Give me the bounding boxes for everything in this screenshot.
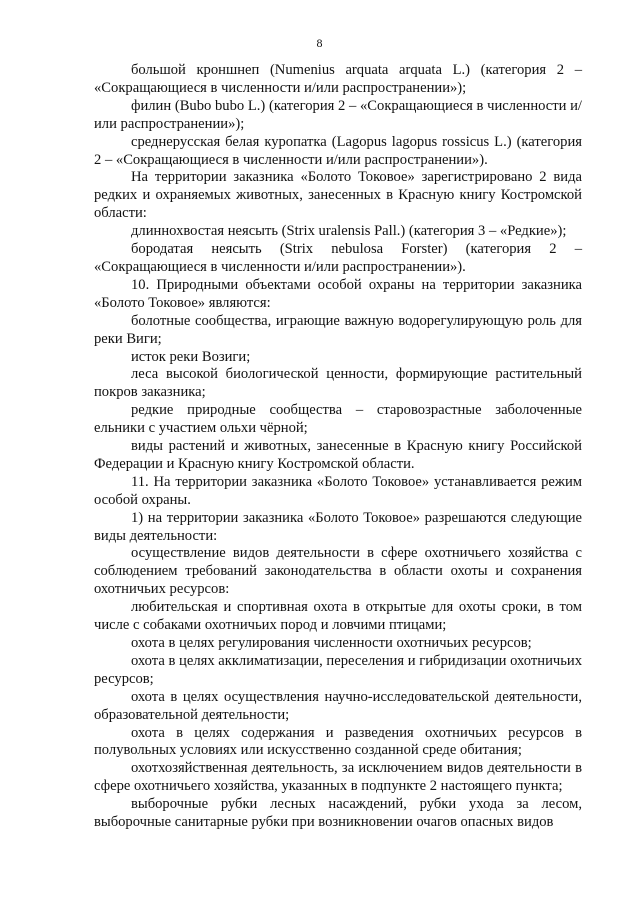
paragraph: 10. Природными объектами особой охраны на территории заказника «Болото Токовое» являются:	[94, 276, 582, 311]
paragraph: 11. На территории заказника «Болото Токовое» устанавливается режим особой охраны.	[94, 473, 582, 508]
paragraph: охота в целях акклиматизации, переселения и гибридизации охотничьих ресурсов;	[94, 652, 582, 687]
paragraph: выборочные рубки лесных насаждений, рубки ухода за лесом, выборочные санитарные рубки при возникновении очагов опасных видов	[94, 796, 582, 831]
paragraph: филин (Bubo bubo L.) (категория 2 – «Сокращающиеся в численности и/или распространении»);	[94, 97, 582, 132]
paragraph: охота в целях регулирования численности охотничьих ресурсов;	[131, 635, 532, 651]
paragraph: 1) на территории заказника «Болото Токовое» разрешаются следующие виды деятельности:	[94, 509, 582, 544]
paragraph: охотхозяйственная деятельность, за исключением видов деятельности в сфере охотничьего хозяйства, указанных в подпункте 2 настоящего пункта;	[94, 760, 582, 795]
paragraph: осуществление видов деятельности в сфере охотничьего хозяйства с соблюдением требований законодательства в области охоты и сохранения охотничьих ресурсов:	[94, 545, 582, 598]
paragraph: охота в целях содержания и разведения охотничьих ресурсов в полувольных условиях или искусственно созданной среде обитания;	[94, 724, 582, 759]
paragraph: большой кроншнеп (Numenius arquata arquata L.) (категория 2 – «Сокращающиеся в численности и/или распространении»);	[94, 62, 582, 96]
paragraph: любительская и спортивная охота в открытые для охоты сроки, в том числе с собаками охотничьих пород и ловчими птицами;	[94, 599, 582, 634]
paragraph: болотные сообщества, играющие важную водорегулирующую роль для реки Виги;	[94, 312, 582, 347]
page-number: 8	[316, 36, 323, 50]
document-body	[94, 62, 582, 832]
paragraph: бородатая неясыть (Strix nebulosa Forster) (категория 2 – «Сокращающиеся в численности и/или распространении»).	[94, 241, 582, 275]
paragraph: среднерусская белая куропатка (Lagopus lagopus rossicus L.) (категория 2 – «Сокращающиеся в численности и/или распространении»).	[94, 133, 582, 168]
paragraph: охота в целях осуществления научно-исследовательской деятельности, образовательной деятельности;	[94, 688, 582, 723]
paragraph: На территории заказника «Болото Токовое» зарегистрировано 2 вида редких и охраняемых животных, занесенных в Красную книгу Костромской области:	[94, 169, 582, 222]
paragraph: длиннохвостая неясыть (Strix uralensis Pall.) (категория 3 – «Редкие»);	[131, 223, 567, 240]
paragraph: виды растений и животных, занесенные в Красную книгу Российской Федерации и Красную книгу Костромской области.	[94, 438, 582, 472]
paragraph: леса высокой биологической ценности, формирующие растительный покров заказника;	[94, 366, 582, 401]
paragraph: исток реки Возиги;	[131, 348, 251, 365]
paragraph: редкие природные сообщества – старовозрастные заболоченные ельники с участием ольхи чёрной;	[94, 402, 582, 437]
